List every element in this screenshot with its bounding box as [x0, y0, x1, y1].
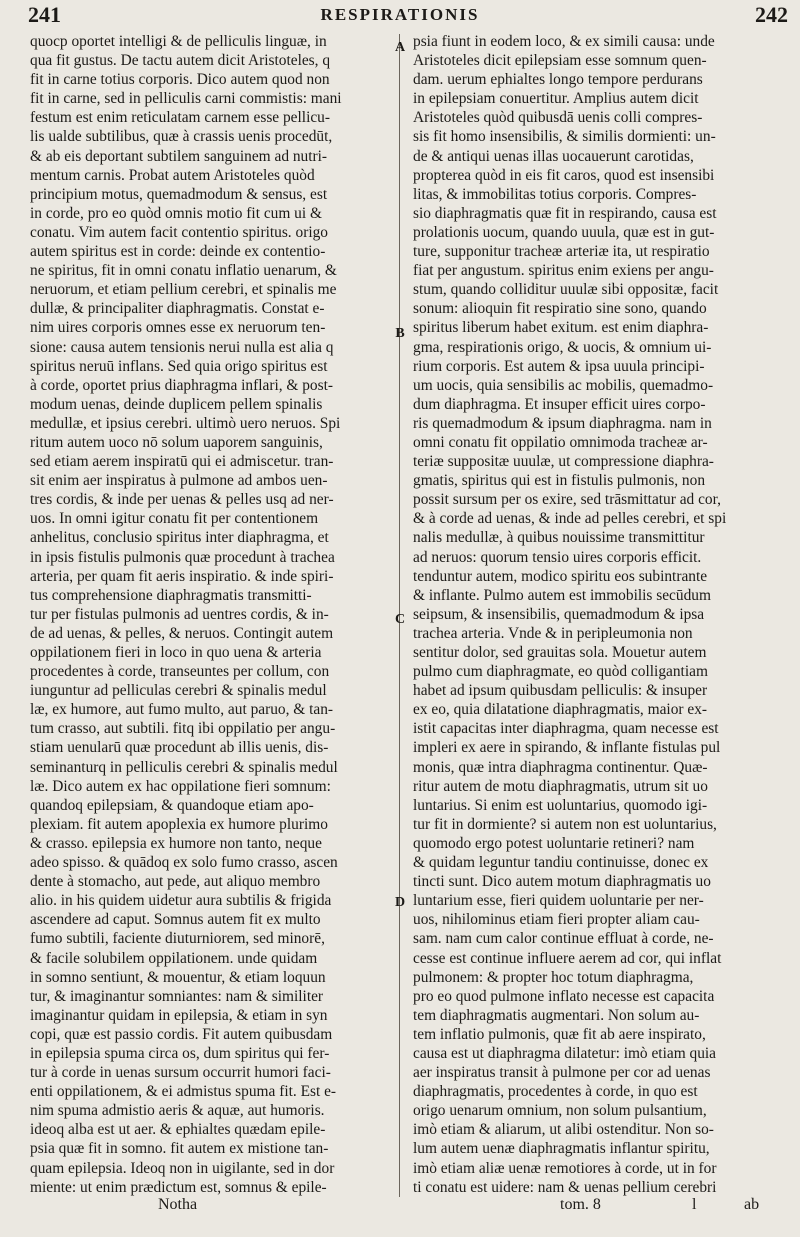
text-line: quam epilepsia. Ideoq non in uigilante, sed in dor [30, 1159, 335, 1177]
text-line: modum uenas, deinde duplicem pellem spinalis [30, 395, 323, 413]
text-line: dum diaphragma. Et insuper efficit uires corpo- [413, 395, 706, 413]
text-line: tenduntur autem, modico spiritu eos subintrante [413, 567, 708, 585]
margin-letter-d: D [394, 895, 406, 910]
text-line: & inflante. Pulmo autem est immobilis secūdum [413, 586, 711, 604]
text-line: dullæ, & principaliter diaphragmatis. Constat e- [30, 300, 325, 318]
text-line: de ad uenas, & pelles, & neruos. Contingit autem [30, 624, 334, 642]
text-line: adeo spisso. & quādoq ex solo fumo crasso, ascen [30, 854, 338, 872]
signature-mark: tom. 8 [560, 1196, 601, 1213]
text-line: mentum carnis. Probat autem Aristoteles quòd [30, 166, 315, 184]
text-line: luntarius. Si enim est uoluntarius, quomodo igi- [413, 796, 708, 814]
text-line: sis fit homo insensibilis, & similis dormienti: un- [413, 128, 716, 146]
margin-letter-b: B [395, 326, 405, 341]
text-line: trachea arteria. Vnde & in peripleumonia non [413, 624, 693, 642]
text-line: procedentes à corde, transeuntes per collum, con [30, 663, 330, 681]
text-line: luntarium esse, fieri quidem uoluntarie per ner- [413, 892, 704, 910]
text-line: in epilepsia spuma circa os, dum spiritus qui fer- [30, 1044, 330, 1062]
margin-letter-c: C [394, 612, 406, 627]
signature-number: l [692, 1196, 697, 1213]
text-line: pulmo cum diaphragmate, eo quòd colligantiam [413, 663, 708, 681]
text-line: imaginantur quidam in epilepsia, & etiam in syn [30, 1006, 328, 1024]
text-line: gmatis, spiritus qui est in fistulis pulmonis, non [413, 472, 706, 490]
text-line: tus comprehensione diaphragmatis transmitti- [30, 586, 312, 604]
text-line: tur fit in dormiente? si autem non est uoluntarius, [413, 815, 717, 833]
text-line: tur à corde in uenas sursum occurrit humori faci- [30, 1064, 331, 1082]
text-line: ti conatu est uidere: nam & uenas pellium cerebri [413, 1178, 717, 1196]
right-page-number: 242 [755, 2, 788, 27]
text-line: tincti sunt. Dico autem motum diaphragmatis uo [413, 873, 711, 891]
text-line: tur per fistulas pulmonis ad uentres cordis, & in- [30, 605, 329, 623]
text-line: alio. in his quidem uidetur aura subtilis & frigida [30, 892, 332, 910]
text-line: stiam uenularū quæ procedunt ab illis uenis, dis- [30, 739, 329, 757]
text-line: imò etiam aliæ uenæ remotiores à corde, ut in for [413, 1159, 717, 1177]
text-line: seminanturq in pelliculis cerebri & spinalis medul [30, 758, 338, 776]
text-line: fit in carne totius corporis. Dico autem quod non [30, 71, 330, 89]
text-line: ritum autem uoco nō solum uaporem sanguinis, [30, 433, 323, 451]
text-line: ritur autem de motu diaphragmatis, utrum sit uo [413, 777, 708, 795]
text-line: & à corde ad uenas, & inde ad pelles cerebri, et spi [413, 510, 727, 528]
text-line: læ. Dico autem ex hac oppilatione fieri somnum: [30, 777, 331, 795]
text-line: propterea quòd in eis fit caros, quod est insensibi [413, 166, 715, 184]
text-line: sit enim aer inspiratus à pulmone ad ambos uen- [30, 472, 328, 490]
text-line: psia fiunt in eodem loco, & ex simili causa: unde [413, 33, 715, 50]
text-line: medullæ, et ipsius cerebri. ultimò uero neruos. Spi [30, 414, 341, 432]
text-line: psia quæ fit in somno. fit autem ex mistione tan- [30, 1140, 329, 1158]
text-line: possit sursum per os exire, sed trāsmittatur ad cor, [413, 491, 721, 509]
text-line: pro eo quod pulmone inflato necesse est capacita [413, 987, 715, 1005]
text-line: gma, respirationis origo, & uocis, & omnium ui- [413, 338, 712, 356]
text-line: sam. nam cum calor continue effluat à corde, ne- [413, 930, 714, 948]
text-line: sione: causa autem tensionis nerui nulla est alia q [30, 338, 334, 356]
text-line: tem inflatio pulmonis, quæ fit ab aere inspirato, [413, 1025, 706, 1043]
text-line: autem spiritus est in corde: deinde ex contentio- [30, 243, 326, 261]
text-line: ad neruos: quorum tensio uires corporis efficit. [413, 548, 702, 566]
margin-letter-a: A [394, 40, 406, 55]
text-line: quomodo ergo potest uoluntarie retineri? nam [413, 834, 695, 852]
text-line: sio diaphragmatis quæ fit in respirando, causa est [413, 204, 717, 222]
text-line: imò etiam & aliarum, ut alibi ostenditur. Non so- [413, 1121, 714, 1139]
text-line: nalis medullæ, à quibus nouissime transmittitur [413, 529, 705, 547]
text-line: dam. uerum ephialtes longo tempore perdurans [413, 71, 703, 89]
text-line: fit in carne, sed in pelliculis carni commistis: mani [30, 90, 342, 108]
text-line: & crasso. epilepsia ex humore non tanto, neque [30, 834, 322, 852]
text-line: Aristoteles quòd quibusdā uenis colli compres- [413, 109, 703, 127]
right-text-column [413, 32, 775, 1197]
text-line: & ab eis deportant subtilem sanguinem ad nutri- [30, 147, 328, 165]
text-line: ex eo, quia dilatatione diaphragmatis, maior ex- [413, 701, 708, 719]
text-line: ascendere ad caput. Somnus autem fit ex multo [30, 911, 321, 929]
text-line: impleri ex aere in spirando, & inflante fistulas pul [413, 739, 721, 757]
text-line: à corde, oportet prius diaphragma inflari, & post- [30, 376, 334, 394]
text-line: causa est ut diaphragma dilatetur: imò etiam quia [413, 1044, 717, 1062]
text-line: aer inspiratus transit à pulmone per cor ad uenas [413, 1064, 711, 1082]
text-line: iunguntur ad pelliculas cerebri & spinalis medul [30, 682, 327, 700]
text-line: fiat per angustum. spiritus enim exiens per angu- [413, 262, 714, 280]
text-line: tur, & imaginantur somniantes: nam & similiter [30, 987, 324, 1005]
text-line: litas, & immobilitas totius corporis. Compres- [413, 185, 697, 203]
text-line: monis, quæ intra diaphragma continentur. Quæ- [413, 758, 708, 776]
text-line: & quidam leguntur tandiu continuisse, donec ex [413, 854, 709, 872]
text-line: tem diaphragmatis augmentari. Non solum au- [413, 1006, 700, 1024]
text-line: copi, quæ est passio cordis. Fit autem quibusdam [30, 1025, 333, 1043]
text-line: in epilepsiam conuertitur. Amplius autem dicit [413, 90, 699, 108]
text-line: prolationis uocum, quando uuula, quæ est in gut- [413, 223, 715, 241]
text-line: ideoq alba est ut aer. & ephialtes quædam epile- [30, 1121, 326, 1139]
text-line: dente à stomacho, aut pede, aut aliquo membro [30, 873, 321, 891]
text-line: nim spuma admistio aeris & aquæ, aut humoris. [30, 1102, 325, 1120]
text-line: sentitur dolor, sed grauitas sola. Mouetur autem [413, 644, 707, 661]
text-line: stum, quando colliditur uuulæ sibi oppositæ, facit [413, 281, 719, 299]
text-line: Aristoteles dicit epilepsiam esse somnum quen- [413, 52, 707, 70]
text-line: enti oppilationem, & ei admistus spuma fit. Est e- [30, 1083, 337, 1101]
text-line: quandoq epilepsiam, & quandoque etiam apo- [30, 796, 314, 814]
text-line: origo uenarum omnium, non solum pulsantium, [413, 1102, 707, 1120]
catchword-right: ab [744, 1196, 760, 1213]
running-header [0, 0, 800, 28]
text-line: sed etiam aerem inspiratū qui ei admiscetur. tran- [30, 453, 334, 471]
text-line: sonum: alioquin fit respiratio sine sono, quando [413, 300, 707, 318]
text-line: læ, ex humore, aut fumo multo, aut paruo, & tan- [30, 701, 334, 719]
running-title: RESPIRATIONIS [320, 5, 480, 24]
text-line: rium corporis. Est autem & ipsa uuula principi- [413, 357, 705, 375]
text-line: principium motus, quemadmodum & sensus, est [30, 185, 328, 203]
text-line: arteria, per quam fit aeris inspiratio. & inde spiri- [30, 567, 334, 585]
catchword-left: Notha [158, 1196, 198, 1213]
text-line: oppilationem fieri in loco in quo uena & arteria [30, 644, 322, 661]
left-page-number: 241 [28, 2, 61, 27]
text-line: miente: ut enim prædictum est, somnus & epile- [30, 1178, 327, 1196]
text-line: nim uires corporis omnes esse ex neruorum ten- [30, 319, 326, 337]
text-line: in corde, pro eo quòd omnis motio fit cum ui & [30, 204, 322, 222]
text-line: omni conatu fit oppilatio omnimoda tracheæ ar- [413, 433, 708, 451]
text-line: cesse est continue influere aerem ad cor, qui inflat [413, 949, 722, 967]
text-line: qua fit gustus. De tactu autem dicit Aristoteles, q [30, 52, 331, 70]
text-line: fumo subtili, faciente diuturniorem, sed minorē, [30, 930, 325, 948]
text-line: quocp oportet intelligi & de pelliculis linguæ, in [30, 33, 327, 50]
text-line: conatu. Vim autem facit contentio spiritus. origo [30, 223, 328, 241]
text-line: spiritus liberum habet exitum. est enim diaphra- [413, 319, 709, 337]
text-line: ris quemadmodum & ipsum diaphragma. nam in [413, 414, 712, 432]
text-line: spiritus neruū inflans. Sed quia origo spiritus est [30, 357, 328, 375]
text-line: lis ualde subtilibus, quæ à crassis uenis procedūt, [30, 128, 333, 146]
text-line: tum crasso, aut subtili. fitq ibi oppilatio per angu- [30, 720, 336, 738]
text-line: seipsum, & insensibilis, quemadmodum & ipsa [413, 605, 705, 623]
text-line: teriæ suppositæ uuulæ, ut compressione diaphra- [413, 453, 714, 471]
text-line: in somno sentiunt, & mouentur, & etiam loquun [30, 968, 326, 986]
text-line: plexiam. fit autem apoplexia ex humore plurimo [30, 815, 328, 833]
text-line: neruorum, et etiam pellium cerebri, et spinalis me [30, 281, 337, 299]
text-line: de & antiqui uenas illas uocauerunt carotidas, [413, 147, 694, 165]
text-line: in ipsis fistulis pulmonis quæ procedunt à trachea [30, 548, 335, 566]
text-line: istit capacitas inter diaphragma, quam necesse est [413, 720, 719, 738]
text-line: diaphragmatis, procedentes à corde, in quo est [413, 1083, 698, 1101]
left-text-column [30, 32, 390, 1197]
text-line: ne spiritus, fit in omni conatu inflatio uenarum, & [30, 262, 337, 280]
text-line: festum est enim reticulatam carnem esse pellicu- [30, 109, 330, 127]
text-line: tres cordis, & inde per uenas & pelles usq ad ner- [30, 491, 334, 509]
text-line: ture, supponitur tracheæ arteriæ ita, ut respiratio [413, 243, 710, 261]
text-line: anhelitus, conclusio spiritus inter diaphragma, et [30, 529, 329, 547]
text-line: um uocis, quia sensibilis ac mobilis, quemadmo- [413, 376, 714, 394]
text-line: pulmonem: & propter hoc totum diaphragma, [413, 968, 694, 986]
text-line: & facile solubilem oppilationem. unde quidam [30, 949, 318, 967]
text-line: lum autem uenæ diaphragmatis inflantur spiritu, [413, 1140, 710, 1158]
text-line: uos. In omni igitur conatu fit per contentionem [30, 510, 319, 528]
text-line: uos, nihilominus etiam fieri propter aliam cau- [413, 911, 700, 929]
text-line: habet ad ipsum quibusdam pelliculis: & insuper [413, 682, 708, 700]
